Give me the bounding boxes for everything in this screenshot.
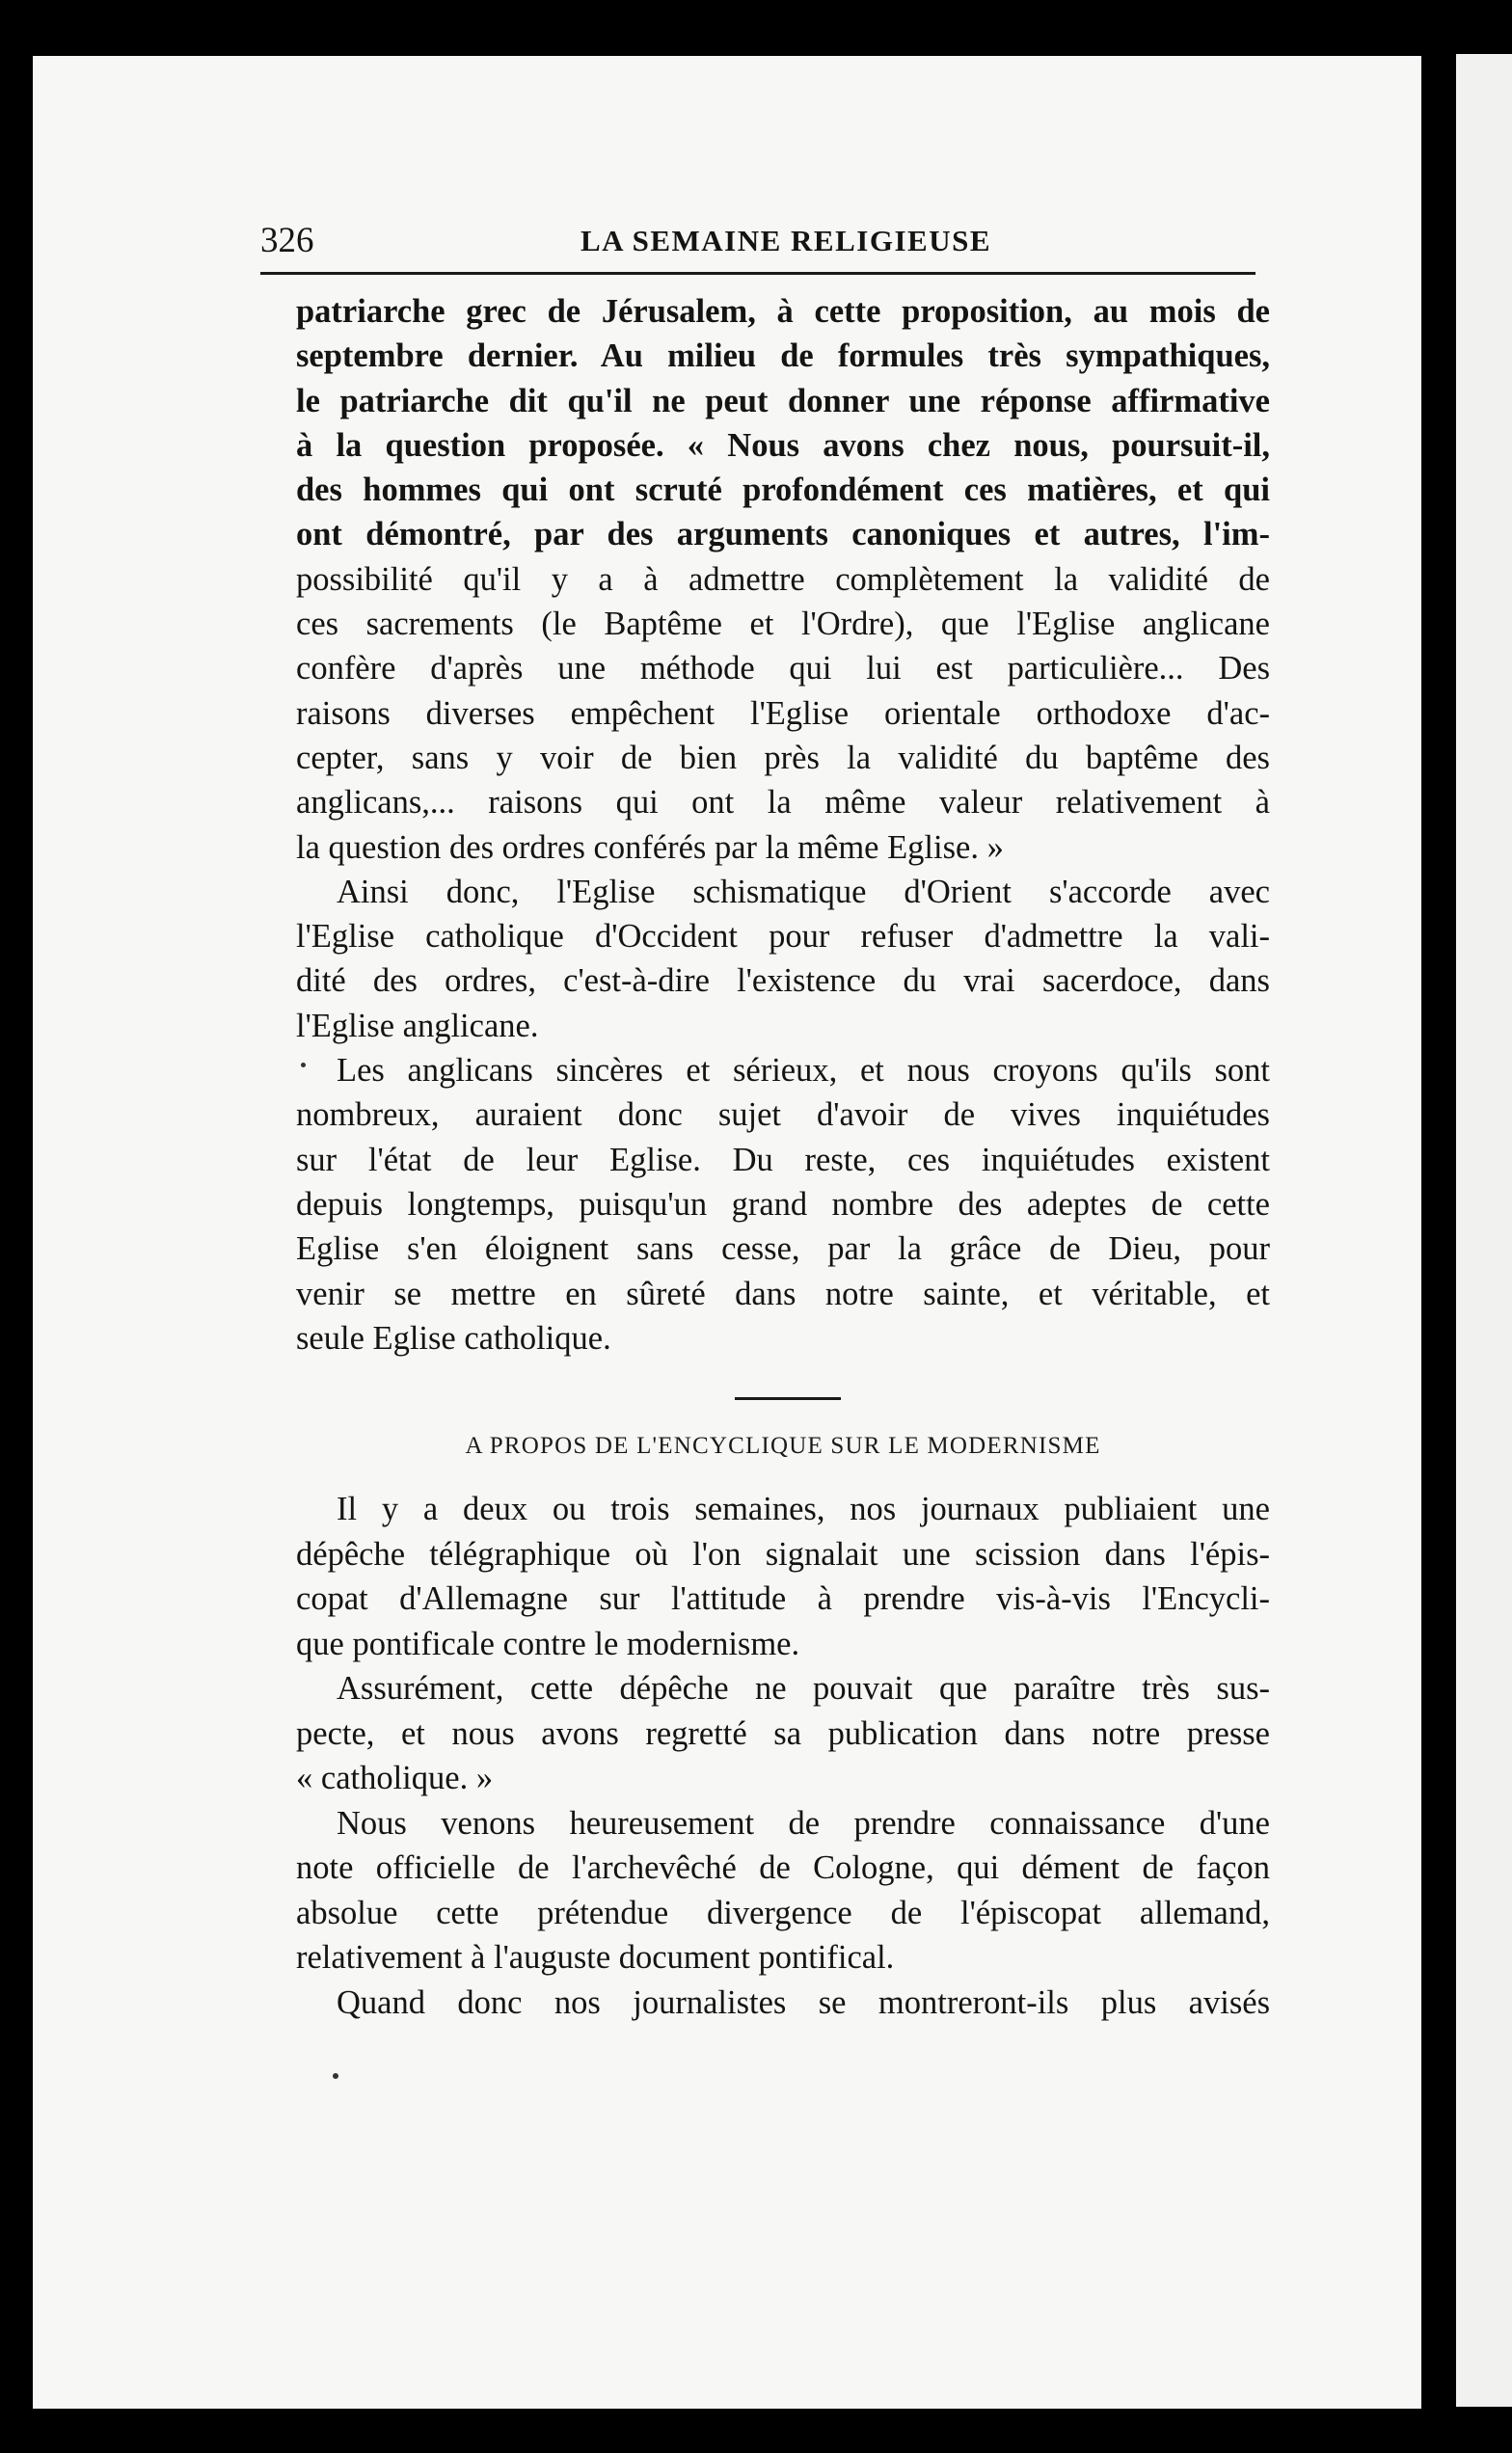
paragraph-4 (296, 1487, 1270, 1666)
scan-speck (333, 2073, 338, 2079)
text-line: venir se mettre en sûreté dans notre sainte, et véritable, et (296, 1275, 1270, 1312)
text-line: absolue cette prétendue divergence de l'épiscopat allemand, (296, 1894, 1270, 1931)
paragraph-6 (296, 1801, 1270, 1981)
text-line: des hommes qui ont scruté profondément ces matières, et qui (296, 472, 1270, 509)
text-line: à la question proposée. « Nous avons chez nous, poursuit-il, (296, 426, 1270, 464)
paragraph-7 (296, 1981, 1270, 2026)
text-line: raisons diverses empêchent l'Eglise orientale orthodoxe d'ac- (296, 694, 1270, 732)
text-line: dité des ordres, c'est-à-dire l'existence du vrai sacerdoce, dans (296, 962, 1270, 1000)
text-line: Ainsi donc, l'Eglise schismatique d'Orient s'accorde avec (337, 873, 1270, 910)
text-line: depuis longtemps, puisqu'un grand nombre des adeptes de cette (296, 1185, 1270, 1223)
body-text-part2 (296, 1487, 1270, 2025)
text-line: ont démontré, par des arguments canoniques et autres, l'im- (296, 516, 1270, 553)
text-line: l'Eglise anglicane. (296, 1007, 539, 1044)
page-header (260, 220, 1256, 262)
running-head: LA SEMAINE RELIGIEUSE (580, 224, 992, 257)
text-line: confère d'après une méthode qui lui est particulière... Des (296, 650, 1270, 687)
text-line: Il y a deux ou trois semaines, nos journaux publiaient une (337, 1491, 1270, 1527)
text-line: Nous venons heureusement de prendre connaissance d'une (337, 1804, 1270, 1842)
text-line: Quand donc nos journalistes se montreront-ils plus avisés (337, 1983, 1270, 2021)
paragraph-3 (296, 1048, 1270, 1361)
body-text-part1 (296, 289, 1270, 1361)
section-divider (735, 1397, 841, 1400)
text-line: la question des ordres conférés par la même Eglise. » (296, 828, 1004, 866)
text-line: cepter, sans y voir de bien près la validité du baptême des (296, 739, 1270, 776)
text-line: que pontificale contre le modernisme. (296, 1625, 800, 1662)
text-line: relativement à l'auguste document pontifical. (296, 1939, 895, 1976)
text-line: Assurément, cette dépêche ne pouvait que paraître très sus- (337, 1670, 1270, 1707)
text-line: copat d'Allemagne sur l'attitude à prendre vis-à-vis l'Encycli- (296, 1580, 1270, 1617)
text-line: nombreux, auraient donc sujet d'avoir de vives inquiétudes (296, 1096, 1270, 1134)
text-line: Eglise s'en éloignent sans cesse, par la grâce de Dieu, pour (296, 1230, 1270, 1268)
page-number: 326 (260, 221, 314, 260)
adjacent-page-edge (1456, 54, 1512, 2407)
text-line: l'Eglise catholique d'Occident pour refuser d'admettre la vali- (296, 918, 1270, 956)
header-rule (260, 272, 1256, 275)
text-line: septembre dernier. Au milieu de formules très sympathiques, (296, 337, 1270, 375)
section-title: A PROPOS DE L'ENCYCLIQUE SUR LE MODERNISME (465, 1433, 1101, 1459)
text-line: ces sacrements (le Baptême et l'Ordre), que l'Eglise anglicane (296, 606, 1270, 643)
paragraph-2 (296, 870, 1270, 1048)
text-line: pecte, et nous avons regretté sa publication dans notre presse (296, 1714, 1270, 1752)
text-line: possibilité qu'il y a à admettre complètement la validité de (296, 560, 1270, 598)
text-line: seule Eglise catholique. (296, 1319, 611, 1357)
text-line: note officielle de l'archevêché de Cologne, qui dément de façon (296, 1849, 1270, 1886)
text-line: patriarche grec de Jérusalem, à cette proposition, au mois de (296, 293, 1270, 330)
scan-speck (301, 1063, 306, 1067)
paragraph-5 (296, 1666, 1270, 1801)
text-line: dépêche télégraphique où l'on signalait une scission dans l'épis- (296, 1535, 1270, 1573)
text-line: Les anglicans sincères et sérieux, et nous croyons qu'ils sont (337, 1052, 1270, 1090)
text-line: le patriarche dit qu'il ne peut donner une réponse affirmative (296, 382, 1270, 419)
text-line: sur l'état de leur Eglise. Du reste, ces inquiétudes existent (296, 1141, 1270, 1178)
text-line: « catholique. » (296, 1760, 494, 1796)
text-line: anglicans,... raisons qui ont la même valeur relativement à (296, 784, 1270, 822)
paragraph-1-cont (296, 557, 1270, 870)
paragraph-1 (296, 289, 1270, 557)
